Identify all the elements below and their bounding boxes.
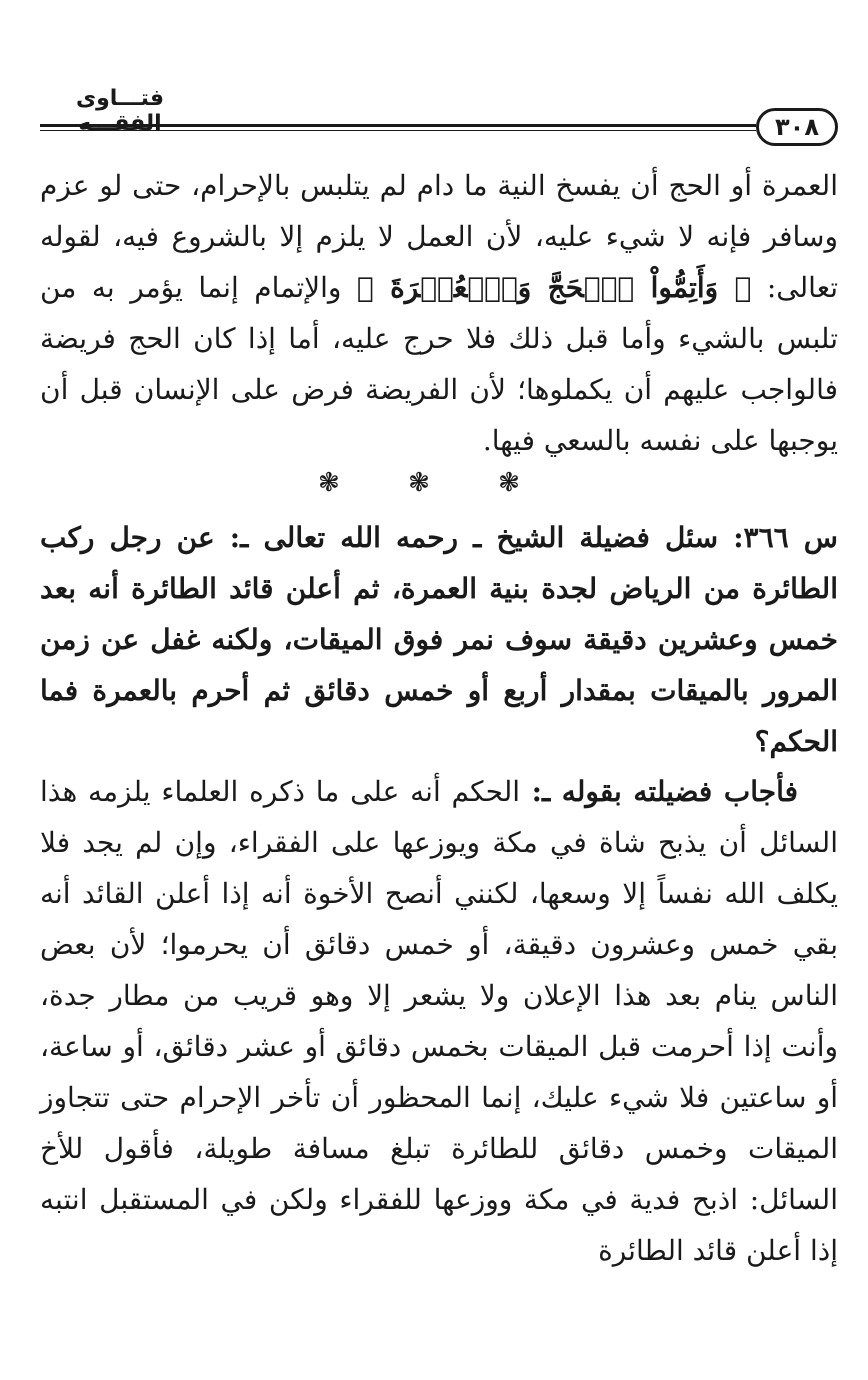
answer-paragraph (40, 766, 838, 1276)
paragraph-continuation (40, 160, 838, 466)
question-paragraph (40, 512, 838, 767)
quran-verse: ﴿ وَأَتِمُّواْ ٱلۡحَجَّ وَٱلۡعُمۡرَةَ ﴾ (356, 271, 752, 304)
running-title: فتـــاوى الفقـــه (75, 86, 165, 136)
header-rule-thin (40, 130, 756, 131)
answer-text: الحكم أنه على ما ذكره العلماء يلزمه هذا السائل أن يذبح شاة في مكة ويوزعها على الفقراء، وإن لم يجد فلا يكلف الله نفساً إلا وسعها، لكنني أنصح الأخوة أنه إذا أعلن القائد أنه بقي خمس وعشرون دقيقة، أو خمس دقائق أن يحرموا؛ لأن بعض الناس ينام بعد هذا الإعلان ولا يشعر إلا وهو قريب من مطار جدة، وأنت إذا أحرمت قبل الميقات بخمس دقائق أو عشر دقائق، أو ساعة، أو ساعتين فلا شيء عليك، إنما المحظور أن تأخر الإحرام حتى تتجاوز الميقات وخمس دقائق للطائرة تبلغ مسافة طويلة، فأقول للأخ السائل: اذبح فدية في مكة ووزعها للفقراء ولكن في المستقبل انتبه إذا أعلن قائد الطائرة (40, 775, 838, 1267)
question-text: سئل فضيلة الشيخ ـ رحمه الله تعالى ـ: عن رجل ركب الطائرة من الرياض لجدة بنية العمرة، ثم أعلن قائد الطائرة أنه بعد خمس وعشرين دقيقة سوف نمر فوق الميقات، ولكنه غفل عن زمن المرور بالميقات بمقدار أربع أو خمس دقائق ثم أحرم بالعمرة فما الحكم؟ (40, 521, 838, 758)
question-label: س ٣٦٦: (718, 521, 838, 554)
paragraph-text-before-verse: العمرة أو الحج أن يفسخ النية ما دام لم يتلبس بالإحرام، حتى لو عزم وسافر فإنه لا شيء عليه، لأن العمل لا يلزم إلا بالشروع فيه، لقوله تعالى: (40, 169, 839, 304)
page-number: ٣٠٨ (756, 108, 838, 146)
section-separator: ❃ ❃ ❃ (318, 468, 550, 498)
paragraph-text-after-verse: والإتمام إنما يؤمر به من تلبس بالشيء وأما قبل ذلك فلا حرج عليه، أما إذا كان الحج فريضة فالواجب عليهم أن يكملوها؛ لأن الفريضة فرض على الإنسان قبل أن يوجبها على نفسه بالسعي فيها. (40, 271, 838, 457)
answer-label: فأجاب فضيلته بقوله ـ: (520, 775, 798, 808)
header-rule (40, 124, 756, 127)
